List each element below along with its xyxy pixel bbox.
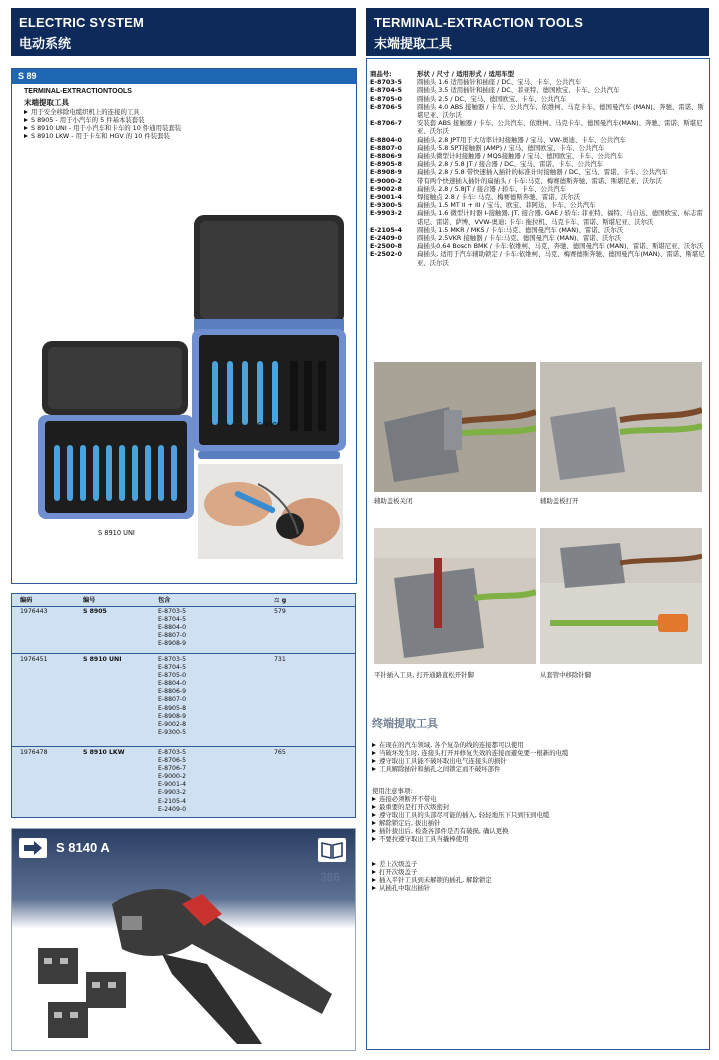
spec-code: E-8705-0 xyxy=(370,94,402,103)
steps-item: 差上次级盖子 xyxy=(372,860,702,868)
row-item: E-8804-0 xyxy=(158,680,187,688)
notes-item: 不要拉遵守取出工具当撬棒使用 xyxy=(372,835,702,843)
notes-item: 解除锁定后, 拔出插针 xyxy=(372,819,702,827)
right-header-title-cn: 末端提取工具 xyxy=(374,37,453,52)
row-code: 1976443 xyxy=(20,608,48,615)
description-item: 在现在的汽车领域, 各个复杂的线的连接都可以使用 xyxy=(372,741,702,749)
spec-row xyxy=(370,152,705,160)
notes-list xyxy=(372,795,702,844)
spec-row xyxy=(370,95,705,103)
spec-desc: 圆插头 4.0 ABS 接触器 / 卡车、公共汽车、依维柯、马克卡车、德国曼汽车 (MAN)、奔驰、雷诺、斯堪尼亚、沃尔沃 xyxy=(417,102,704,120)
spec-code: E-9903-2 xyxy=(370,209,402,218)
table-header-weight: ⚖ g xyxy=(274,597,287,604)
right-panel xyxy=(366,58,709,1048)
table-header-contents: 包含 xyxy=(158,597,171,604)
table-header-code: 编码 xyxy=(20,597,33,604)
row-item: E-8908-9 xyxy=(158,640,187,648)
spec-code: E-2105-4 xyxy=(370,225,402,234)
spec-header xyxy=(370,70,705,78)
spec-code: E-8807-0 xyxy=(370,143,402,152)
row-code: 1976478 xyxy=(20,749,48,756)
connector-photo-closed xyxy=(374,362,536,492)
spec-desc: 圆插头 2.5VKR 接触器 / 卡车:马克、德国曼汽车 (MAN)、雷诺、沃尔沃 xyxy=(417,234,622,243)
table-header-article: 编号 xyxy=(83,597,96,604)
steps-list xyxy=(372,860,702,892)
row-item: E-8905-8 xyxy=(158,704,187,712)
product-bullet: S 8910 UNI - 用于小汽车和卡车的 10 件通用装套装 xyxy=(24,124,344,132)
crimp-dies-image xyxy=(34,944,134,1044)
spec-rows xyxy=(370,78,705,267)
spec-code: E-2500-8 xyxy=(370,242,402,251)
order-table xyxy=(11,593,356,818)
spec-code: E-8703-5 xyxy=(370,78,402,87)
row-item: E-9903-2 xyxy=(158,789,187,797)
row-item: E-2409-0 xyxy=(158,805,187,813)
product-panel-bar: S 89 xyxy=(12,69,356,84)
row-item: E-8703-5 xyxy=(158,749,187,756)
row-code: 1976451 xyxy=(20,656,48,663)
spec-desc: 扁插头微型计时接触器 / MQS接触器 / 宝马、德国欧宝、卡车、公共汽车 xyxy=(417,152,623,161)
spec-row xyxy=(370,119,705,135)
row-item: E-8804-0 xyxy=(158,624,187,632)
spec-row xyxy=(370,86,705,94)
row-item: E-8706-5 xyxy=(158,757,187,765)
arrow-icon xyxy=(19,838,47,858)
notes-title: 使用注意事项: xyxy=(372,787,413,795)
case-s8905-label: S 8905 xyxy=(258,421,282,429)
row-contents xyxy=(158,749,186,814)
spec-desc: 焊接触点 2.8 / 卡车: 马克、梅赛德斯奔驰、雷诺、沃尔沃 xyxy=(417,193,581,202)
spec-row xyxy=(370,103,705,119)
notes-item: 最重要的是打开次级密封 xyxy=(372,803,702,811)
spec-code: E-2502-0 xyxy=(370,250,402,259)
crimp-panel[interactable] xyxy=(11,828,356,1051)
notes-item: 插针拔出后, 检查各部件是否有破损, 确认更换 xyxy=(372,827,702,835)
spec-row xyxy=(370,168,705,176)
crimp-page-number[interactable]: 386 xyxy=(320,870,341,884)
description-item: 工具解除插针和插孔之间锁定而不破坏部件 xyxy=(372,765,702,773)
spec-header-code: 商品号: xyxy=(370,70,392,78)
spec-row xyxy=(370,209,705,225)
row-item: E-8703-5 xyxy=(158,608,187,615)
row-item: E-9002-8 xyxy=(158,720,187,728)
case-s8910-label: S 8910 UNI xyxy=(98,529,135,537)
case-s8910-image xyxy=(36,335,196,525)
photo-caption: 从套管中移除针脚 xyxy=(540,671,592,679)
description-list xyxy=(372,741,702,773)
spec-row xyxy=(370,144,705,152)
steps-item: 插入平针工具到未解锁的插孔, 解除锁定 xyxy=(372,876,702,884)
spec-code: E-8704-5 xyxy=(370,86,402,95)
spec-code: E-2409-0 xyxy=(370,234,402,243)
product-title-en: TERMINAL-EXTRACTIONTOOLS xyxy=(24,88,132,95)
table-row xyxy=(20,749,48,757)
spec-row xyxy=(370,250,705,266)
row-item: E-8807-0 xyxy=(158,632,187,640)
spec-code: E-8908-9 xyxy=(370,168,402,177)
row-article: S 8910 UNI xyxy=(83,656,122,663)
spec-desc: 圆插头 1.6 适用插针和插座 / DC、宝马、卡车、公共汽车 xyxy=(417,78,582,87)
photo-caption: 辅助盖板关闭 xyxy=(374,497,413,505)
connector-photo-open xyxy=(540,362,702,492)
book-icon[interactable] xyxy=(318,838,346,862)
spec-code: E-8905-8 xyxy=(370,160,402,169)
steps-item: 打开次级盖子 xyxy=(372,868,702,876)
spec-desc: 圆插头 2.5 / DC、宝马、德国欧宝、卡车、公共汽车 xyxy=(417,94,567,103)
steps-item: 从插孔中取出插针 xyxy=(372,884,702,892)
row-item: E-9001-4 xyxy=(158,781,187,789)
case-s8905-image xyxy=(190,211,350,481)
row-item: E-8807-0 xyxy=(158,696,187,704)
pin-removal-photo xyxy=(540,528,702,664)
product-bullet: 用于安全移除电缆织机上的连接的工具 xyxy=(24,108,344,116)
hands-photo xyxy=(198,464,343,559)
row-article: S 8910 LKW xyxy=(83,749,125,756)
notes-item: 连接必须断开不带电 xyxy=(372,795,702,803)
row-item: E-8704-5 xyxy=(158,664,187,672)
row-item: E-9300-5 xyxy=(158,728,187,736)
row-item: E-8908-9 xyxy=(158,712,187,720)
spec-row xyxy=(370,185,705,193)
spec-desc: 带有两个快速插入插针的扁插头 / 卡车:马克、梅赛德斯奔驰、雷诺、斯堪尼亚、沃尔沃 xyxy=(417,176,662,185)
spec-list xyxy=(370,70,705,267)
spec-desc: 圆插头 1.5 MKR / MKS / 卡车:马克、德国曼汽车 (MAN)、雷诺、沃尔沃 xyxy=(417,225,624,234)
row-item: E-2105-4 xyxy=(158,797,187,805)
spec-desc: 扁插头 2.8 / 5.8 带快速插入插针的标准计时接触器 / DC、宝马、雷诺、卡车、公共汽车 xyxy=(417,168,668,177)
spec-desc: 扁插头0.64 Bosch BMK / 卡车:依维柯、马克、奔驰、德国曼汽车 (MAN)、雷诺、斯堪尼亚、沃尔沃 xyxy=(417,242,704,251)
spec-desc: 扁插头 2.8 / 5.8 JT / 接合器 / DC、宝马、雷诺、卡车、公共汽车 xyxy=(417,160,604,169)
right-header-title-en: TERMINAL-EXTRACTION TOOLS xyxy=(374,15,584,30)
row-weight: 765 xyxy=(274,749,286,756)
spec-desc: 扁插头, 适用于汽车辅助锁定 / 卡车:依维柯、马克、梅赛德斯奔驰、德国曼汽车(MAN)、雷诺、斯堪尼亚、沃尔沃 xyxy=(417,250,705,267)
right-header xyxy=(366,8,709,56)
spec-code: E-9000-2 xyxy=(370,176,402,185)
notes-item: 遵守取出工具的头部尽可能的插入, 轻轻地压下只到压到电缆 xyxy=(372,811,702,819)
left-header xyxy=(11,8,356,56)
row-contents xyxy=(158,608,186,648)
table-divider xyxy=(12,746,355,747)
spec-desc: 扁插头 1.5 MT II + III / 宝马、欧宝、菲阿达、卡车、公共汽车 xyxy=(417,201,596,210)
table-row xyxy=(20,656,48,664)
crimp-panel-title: S 8140 A xyxy=(56,840,110,855)
row-item: E-9000-2 xyxy=(158,773,187,781)
spec-desc: 圆插头 3.5 适用插针和插座 / DC、菲亚特、德国欧宝、卡车、公共汽车 xyxy=(417,86,620,95)
product-panel xyxy=(11,68,357,584)
row-item: E-8705-0 xyxy=(158,672,187,680)
table-divider xyxy=(12,606,355,607)
left-header-title-cn: 电动系统 xyxy=(19,37,72,52)
photo-caption: 平针插入工具, 打开通路直松开针脚 xyxy=(374,671,474,679)
table-divider xyxy=(12,653,355,654)
left-header-title-en: ELECTRIC SYSTEM xyxy=(19,15,145,30)
row-contents xyxy=(158,656,186,737)
table-row xyxy=(20,608,48,616)
row-item: E-8806-9 xyxy=(158,688,187,696)
description-item: 当破坏发生时, 连接头打开并修复失效的连接而避免要一根新的电缆 xyxy=(372,749,702,757)
spec-desc: 安装套 ABS 接触器 / 卡车、公共汽车、依维柯、马克卡车、德国曼汽车(MAN)、奔驰、雷诺、斯堪尼亚、沃尔沃 xyxy=(417,119,703,136)
spec-code: E-9002-8 xyxy=(370,184,402,193)
spec-code: E-9300-5 xyxy=(370,201,402,210)
insertion-tool-photo xyxy=(374,528,536,664)
spec-code: E-9001-4 xyxy=(370,193,402,202)
product-bullet: S 8905 - 用于小汽车的 5 件基本装套装 xyxy=(24,116,344,124)
spec-code: E-8804-0 xyxy=(370,135,402,144)
description-title: 终端提取工具 xyxy=(372,717,438,730)
product-bullets xyxy=(24,108,344,140)
spec-row xyxy=(370,136,705,144)
spec-desc: 扁插头 2.8 JPT用于大功率计时接触器 / 宝马、VW-奥迪、卡车、公共汽车 xyxy=(417,135,626,144)
spec-desc: 扁插头 5.8 SPT接触器 (AMP) / 宝马、德国欧宝、卡车、公共汽车 xyxy=(417,143,605,152)
spec-code: E-8706-7 xyxy=(370,119,402,128)
description-item: 遵守取出工具能不破坏取出电气连接头的损针 xyxy=(372,757,702,765)
photo-caption: 辅助盖板打开 xyxy=(540,497,579,505)
product-bullet: S 8910 LKW - 用于卡车和 HGV 的 10 件装套装 xyxy=(24,132,344,140)
row-item: E-8703-5 xyxy=(158,656,187,663)
spec-row xyxy=(370,226,705,234)
row-item: E-8706-7 xyxy=(158,765,187,773)
spec-desc: 扁插头 2.8 / 5.8JT / 接合器 / 轿车、卡车、公共汽车 xyxy=(417,184,567,193)
row-weight: 579 xyxy=(274,608,286,615)
spec-code: E-8706-5 xyxy=(370,102,402,111)
spec-row xyxy=(370,177,705,185)
row-article: S 8905 xyxy=(83,608,107,615)
spec-desc: 扁插头 1.6 微型计时器 I-接触器, JT, 接合器, GAE / 轿车: 菲亚特、福特、马自达、德国欧宝、标志雷诺尼、雷诺、萨博、VVW-奥迪; 卡车: 拖拉机、马克卡车、雷诺、斯堪尼亚、沃尔沃 xyxy=(417,209,703,226)
product-title-cn: 末端提取工具 xyxy=(24,98,69,107)
row-weight: 731 xyxy=(274,656,286,663)
row-item: E-8704-5 xyxy=(158,616,187,624)
spec-code: E-8806-9 xyxy=(370,152,402,161)
spec-header-desc: 形状 / 尺寸 / 适用形式 / 适用车型 xyxy=(417,70,515,78)
